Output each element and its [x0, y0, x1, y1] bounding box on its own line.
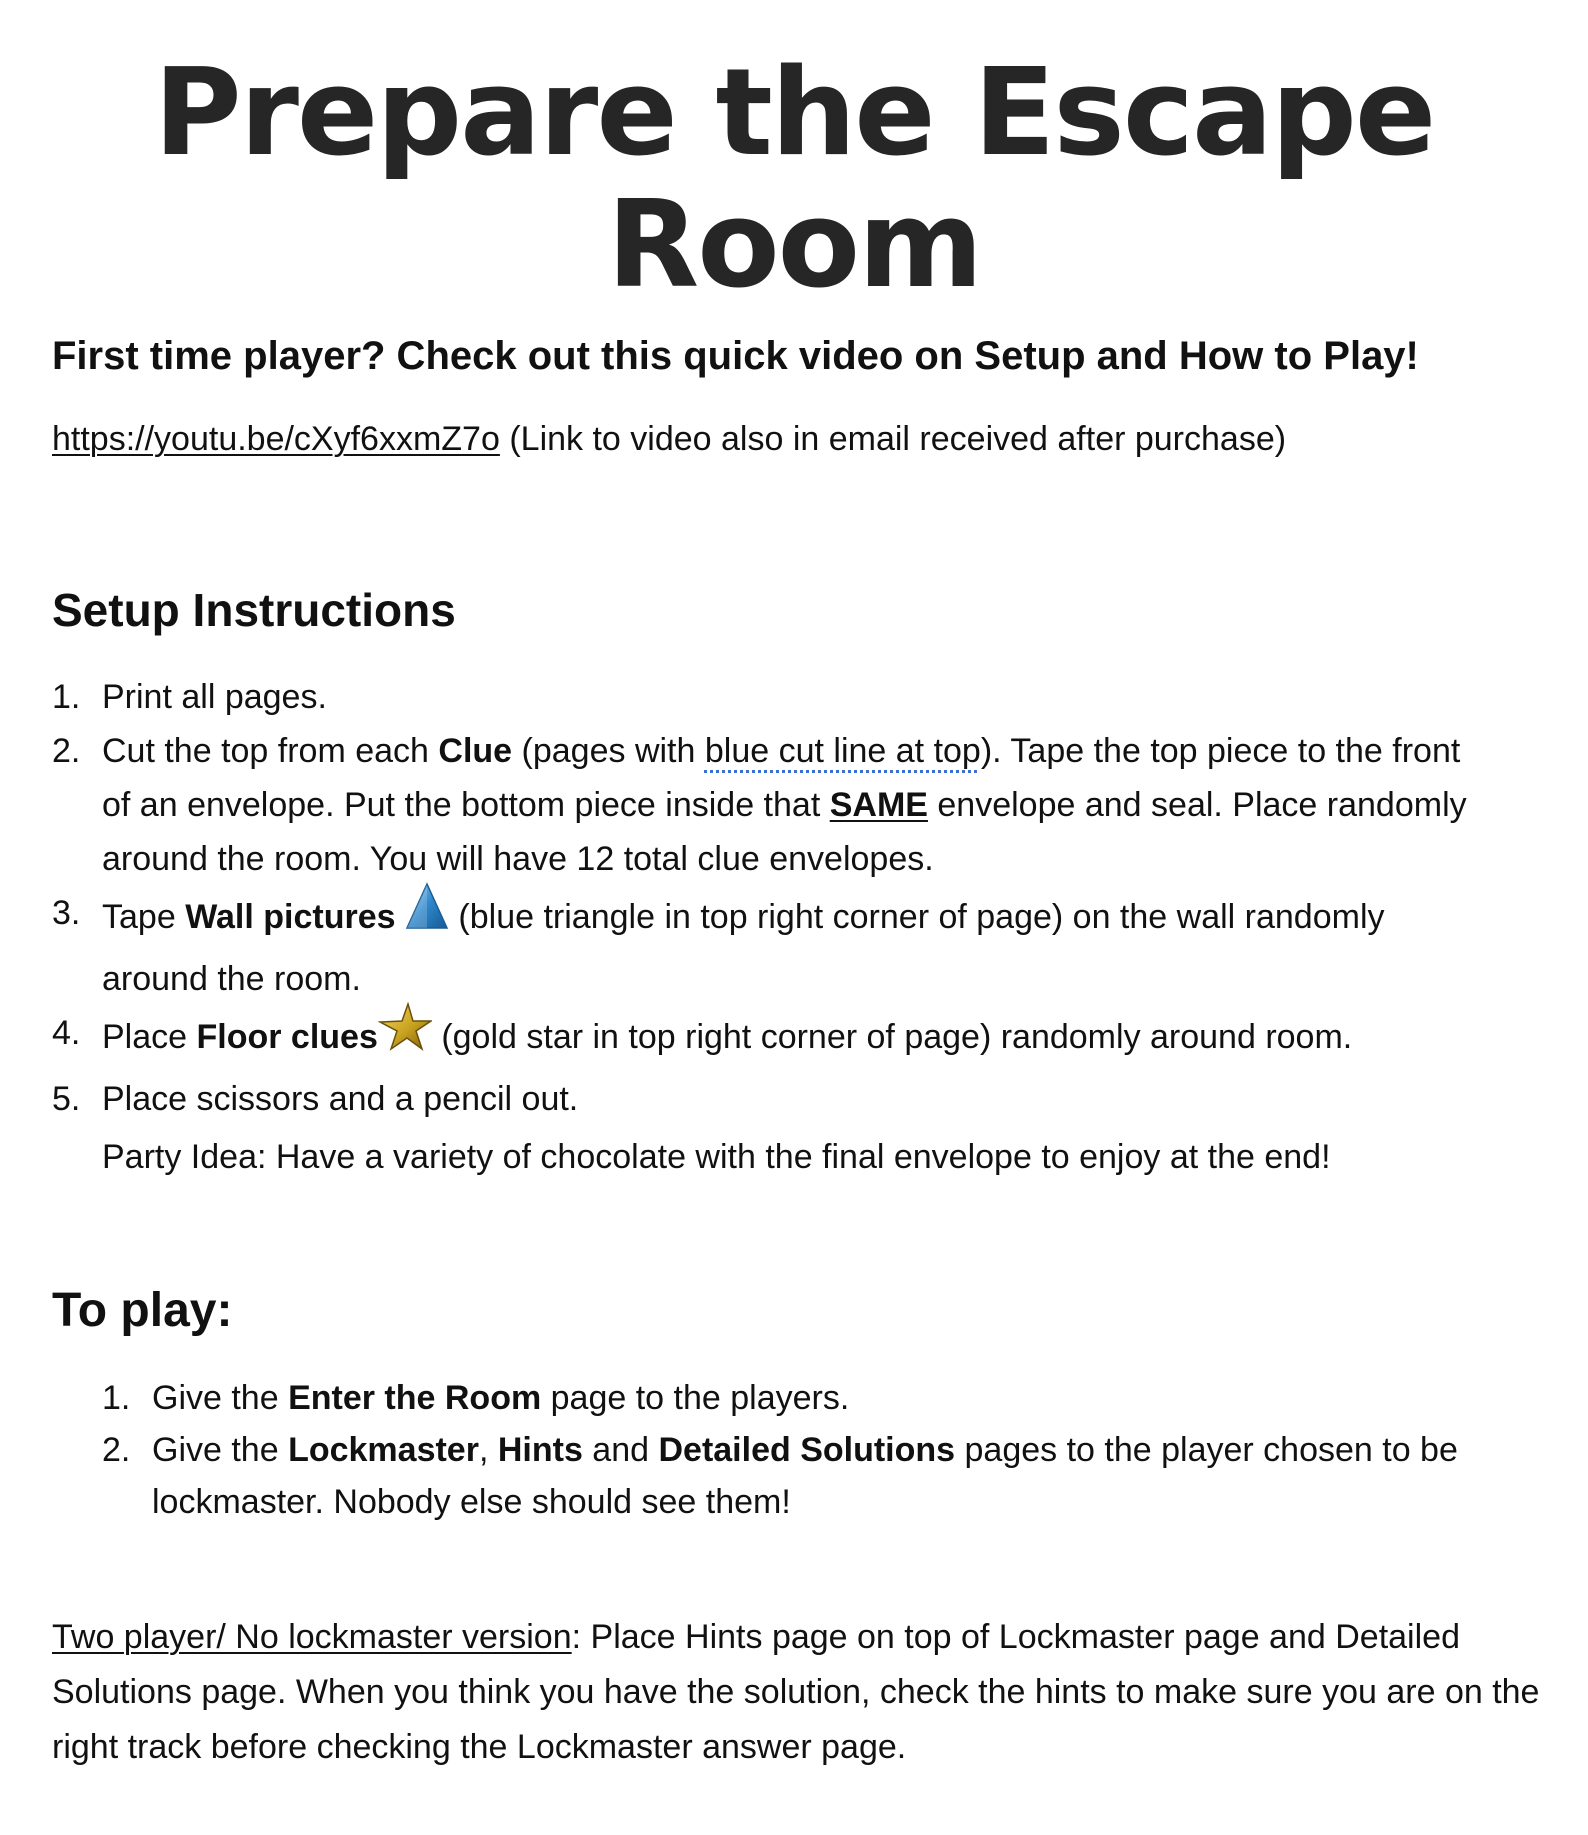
play-item-text: pages to the player chosen to be: [955, 1431, 1458, 1469]
blue-cut-line-phrase: blue cut line at top: [704, 732, 981, 770]
video-link-note: (Link to video also in email received after purchase): [499, 420, 1287, 458]
setup-list: [52, 670, 1562, 1126]
setup-item-text: around the room. You will have 12 total clue envelopes.: [102, 840, 934, 878]
setup-item-text: Cut the top from each: [102, 732, 439, 770]
two-player-label: Two player/ No lockmaster version: [52, 1618, 572, 1656]
play-item-text: ,: [478, 1431, 498, 1469]
play-list: [102, 1372, 1542, 1528]
setup-item-1: [52, 670, 1562, 724]
setup-item-number: 3.: [52, 894, 81, 932]
setup-item-text: (blue triangle in top right corner of page) on the wall randomly: [448, 897, 1385, 936]
setup-item-number: 4.: [52, 1014, 81, 1052]
setup-item-text: of an envelope. Put the bottom piece inside that: [102, 786, 830, 824]
blue-triangle-icon: [405, 882, 449, 948]
wall-pictures-bold: Wall pictures: [185, 897, 396, 936]
gold-star-icon: [378, 1002, 432, 1068]
setup-item-number: 1.: [52, 678, 81, 716]
play-item-number: 1.: [102, 1379, 131, 1417]
setup-item-4: [52, 1006, 1562, 1072]
two-player-text: : Place Hints page on top of Lockmaster page and Detailed Solutions page. When you think you have the solution, check the hints to make sure you are on the right track before checking the Lockmaster answer page.: [52, 1618, 1540, 1766]
setup-item-text: ). Tape the top piece to the front: [980, 732, 1461, 770]
setup-item-text: Place scissors and a pencil out.: [102, 1080, 579, 1118]
clue-bold: Clue: [438, 732, 513, 770]
enter-the-room-bold: Enter the Room: [288, 1379, 542, 1417]
detailed-solutions-bold: Detailed Solutions: [658, 1431, 956, 1469]
setup-item-number: 2.: [52, 732, 81, 770]
setup-item-text: envelope and seal. Place randomly: [927, 786, 1467, 824]
setup-item-2: [52, 724, 1562, 886]
first-time-heading: First time player? Check out this quick video on Setup and How to Play!: [52, 334, 1419, 378]
setup-item-text: Print all pages.: [102, 678, 327, 716]
page-title: Prepare the Escape Room: [153, 44, 1435, 315]
play-item-text: page to the players.: [541, 1379, 850, 1417]
setup-heading: Setup Instructions: [52, 584, 456, 636]
play-item-text: and: [582, 1431, 659, 1469]
setup-item-5: [52, 1072, 1562, 1126]
lockmaster-bold: Lockmaster: [288, 1431, 479, 1469]
play-item-text: Give the: [152, 1379, 289, 1417]
setup-item-text: Place: [102, 1017, 197, 1056]
play-item-number: 2.: [102, 1431, 131, 1469]
play-item-2: [102, 1424, 1542, 1528]
floor-clues-bold: Floor clues: [196, 1017, 378, 1056]
to-play-heading: To play:: [52, 1284, 233, 1337]
play-item-1: [102, 1372, 1542, 1424]
video-link[interactable]: https://youtu.be/cXyf6xxmZ7o: [52, 420, 500, 458]
setup-item-text: (pages with: [512, 732, 705, 770]
play-item-text: lockmaster. Nobody else should see them!: [152, 1483, 791, 1521]
video-link-line: [52, 412, 1548, 466]
play-item-text: Give the: [152, 1431, 289, 1469]
party-idea: Party Idea: Have a variety of chocolate with the final envelope to enjoy at the end!: [102, 1138, 1331, 1176]
setup-item-3: [52, 886, 1562, 1006]
setup-item-text: around the room.: [102, 960, 361, 998]
two-player-note: [52, 1610, 1552, 1775]
setup-item-number: 5.: [52, 1080, 81, 1118]
hints-bold: Hints: [497, 1431, 583, 1469]
setup-item-text: Tape: [102, 897, 186, 936]
same-bold: SAME: [829, 786, 928, 824]
setup-item-text: (gold star in top right corner of page) randomly around room.: [431, 1017, 1353, 1056]
